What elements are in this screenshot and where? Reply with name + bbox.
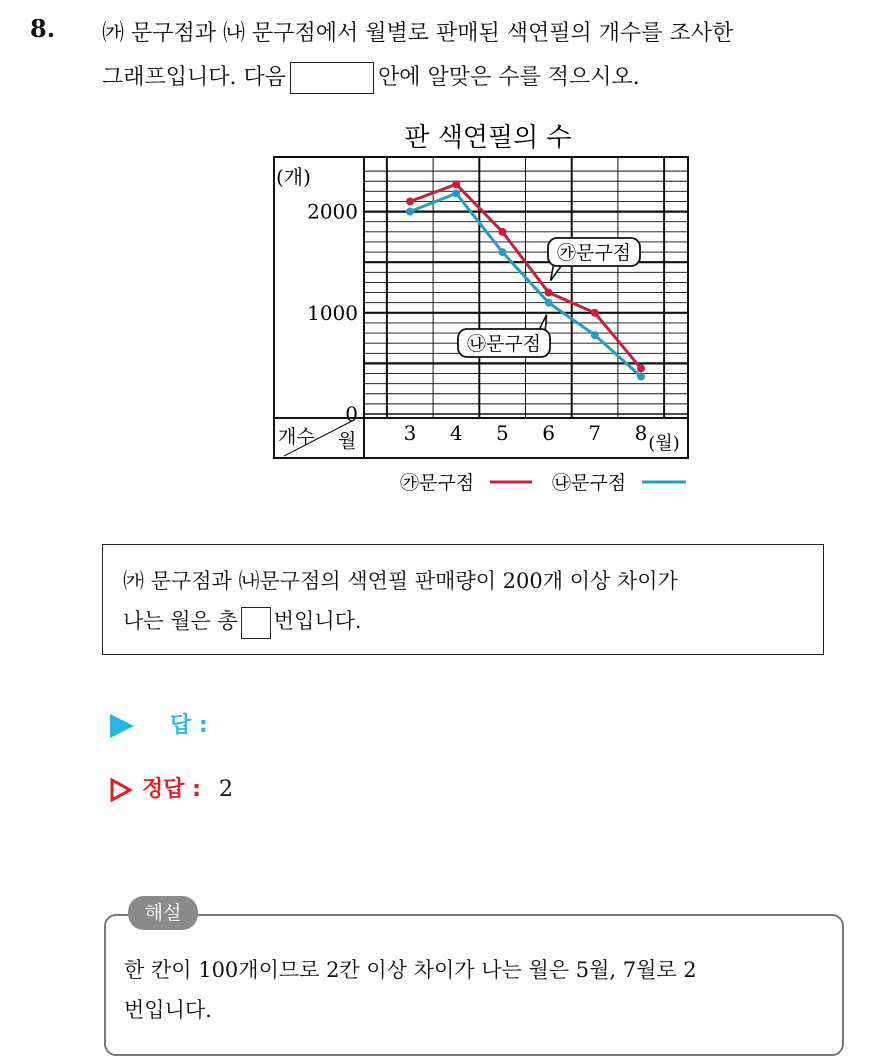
condition-text xyxy=(123,561,813,641)
x-tick-label: 6 xyxy=(542,421,555,445)
data-point xyxy=(406,197,414,205)
data-point xyxy=(406,208,414,216)
question-line-2-end: 안에 알맞은 수를 적으시오. xyxy=(378,65,640,90)
x-tick-label: 4 xyxy=(449,421,463,445)
condition-line-2 xyxy=(123,601,813,641)
x-tick-label: 8 xyxy=(634,421,648,445)
explanation-text xyxy=(124,950,834,1030)
y-tick-label: 0 xyxy=(345,402,358,426)
legend-label-1: ㉮문구점 xyxy=(400,472,475,494)
explanation-tag: 해설 xyxy=(128,896,198,930)
correct-answer-value: 2 xyxy=(218,777,233,802)
data-point xyxy=(452,180,460,188)
data-point xyxy=(591,309,599,317)
data-point xyxy=(498,248,506,256)
answer-row xyxy=(110,708,208,739)
question-number: 8. xyxy=(30,14,56,43)
x-tick-label: 7 xyxy=(588,421,602,445)
x-tick-label: 3 xyxy=(403,421,417,445)
data-point xyxy=(637,373,645,381)
y-axis-unit-label: (개) xyxy=(276,165,311,189)
y-tick-label: 2000 xyxy=(307,199,358,224)
x-axis-unit-label: (월) xyxy=(648,433,680,454)
corner-label-count: 개수 xyxy=(278,426,315,448)
correct-answer-label: 정답 : xyxy=(142,777,201,802)
explanation-line-1: 한 칸이 100개이므로 2칸 이상 차이가 나는 월은 5월, 7월로 2 xyxy=(124,958,697,982)
answer-label: 답 : xyxy=(170,713,208,738)
legend-label-2: ㉯문구점 xyxy=(552,472,627,494)
condition-line-1: ㈎ 문구점과 ㈏문구점의 색연필 판매량이 200개 이상 차이가 xyxy=(123,569,678,593)
data-point xyxy=(498,228,506,236)
y-tick-label: 1000 xyxy=(307,300,358,325)
question-line-1: ㈎ 문구점과 ㈏ 문구점에서 월별로 판매된 색연필의 개수를 조사한 xyxy=(102,21,734,46)
data-point xyxy=(637,364,645,372)
play-arrow-icon xyxy=(110,714,134,738)
data-point xyxy=(545,299,553,307)
corner-label-month: 월 xyxy=(338,430,357,452)
chart-title: 판 색연필의 수 xyxy=(404,123,572,153)
explanation-line-2: 번입니다. xyxy=(124,998,212,1022)
callout-ga-text: ㉮문구점 xyxy=(556,242,632,264)
condition-blank-box xyxy=(241,607,271,639)
data-point xyxy=(591,331,599,339)
data-point xyxy=(452,189,460,197)
condition-box xyxy=(102,544,824,655)
condition-line-2-start: 나는 월은 총 xyxy=(123,609,238,633)
callout-na-text: ㉯문구점 xyxy=(466,333,542,355)
outline-arrow-icon xyxy=(110,778,132,802)
question-line-2-start: 그래프입니다. 다음 xyxy=(102,65,287,90)
x-tick-label: 5 xyxy=(496,421,509,445)
data-point xyxy=(545,289,553,297)
correct-answer-row xyxy=(110,772,233,803)
condition-line-2-end: 번입니다. xyxy=(273,609,362,633)
